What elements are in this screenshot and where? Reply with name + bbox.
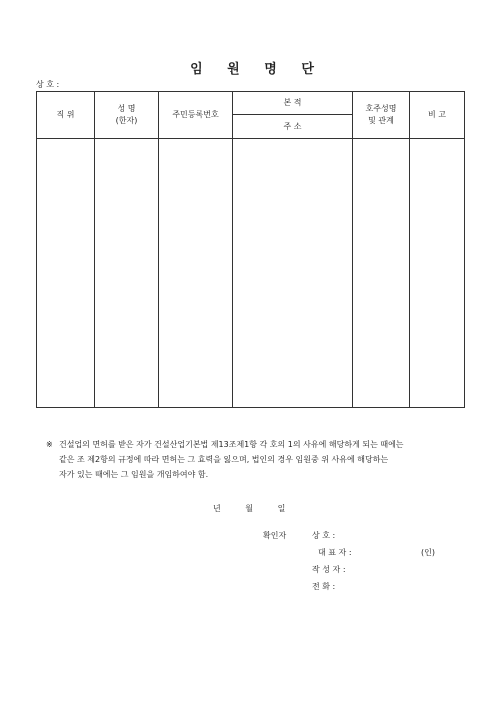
date-day: 일: [277, 504, 286, 513]
note-line-2: 같은 조 제2항의 규정에 따라 면허는 그 효력을 잃으며, 법인의 경우 임원중 위 사유에 해당하는: [59, 455, 389, 464]
header-name-line2: (한자): [115, 116, 138, 125]
sig-phone: 전 화 :: [312, 582, 336, 591]
footnote: [46, 437, 466, 482]
header-position: 직 위: [37, 92, 95, 139]
cell-address[interactable]: [233, 139, 353, 408]
date-month: 월: [245, 504, 254, 513]
title-char-3: 명: [264, 62, 277, 77]
header-name-line1: 성 명: [117, 104, 136, 113]
date-line: [213, 503, 307, 514]
header-relation-line1: 호주성명: [365, 104, 397, 113]
header-relation-line2: 및 관계: [368, 116, 394, 125]
cell-remarks[interactable]: [410, 139, 465, 408]
header-name: [95, 92, 159, 139]
title-char-4: 단: [301, 62, 314, 77]
officer-roster-table: [36, 91, 465, 408]
title-char-2: 원: [227, 62, 240, 77]
date-year: 년: [213, 504, 221, 513]
sig-writer: 작 성 자 :: [312, 565, 346, 574]
company-label: 상 호 :: [36, 80, 60, 89]
note-mark: ※: [46, 440, 53, 449]
note-line-1: 건설업의 면허를 받은 자가 건설산업기본법 제13조제1항 각 호의 1의 사유에 해당하게 되는 때에는: [59, 440, 404, 449]
cell-position[interactable]: [37, 139, 95, 408]
cell-relation[interactable]: [353, 139, 410, 408]
header-relation: [353, 92, 410, 139]
title-char-1: 임: [190, 62, 203, 77]
sig-company: 상 호 :: [312, 531, 336, 540]
sig-seal: (인): [421, 548, 435, 557]
header-remarks: 비 고: [410, 92, 465, 139]
cell-resident-id[interactable]: [159, 139, 233, 408]
cell-name[interactable]: [95, 139, 159, 408]
header-address: 주 소: [233, 115, 353, 139]
header-domicile: 본 적: [233, 92, 353, 115]
sig-confirmer: 확인자: [263, 531, 287, 540]
header-resident-id: 주민등록번호: [159, 92, 233, 139]
page-title: [0, 58, 504, 77]
table-body-row: [37, 139, 465, 408]
sig-representative: 대 표 자 :: [318, 548, 352, 557]
note-line-3: 자가 있는 때에는 그 임원을 개임하여야 함.: [59, 470, 209, 479]
